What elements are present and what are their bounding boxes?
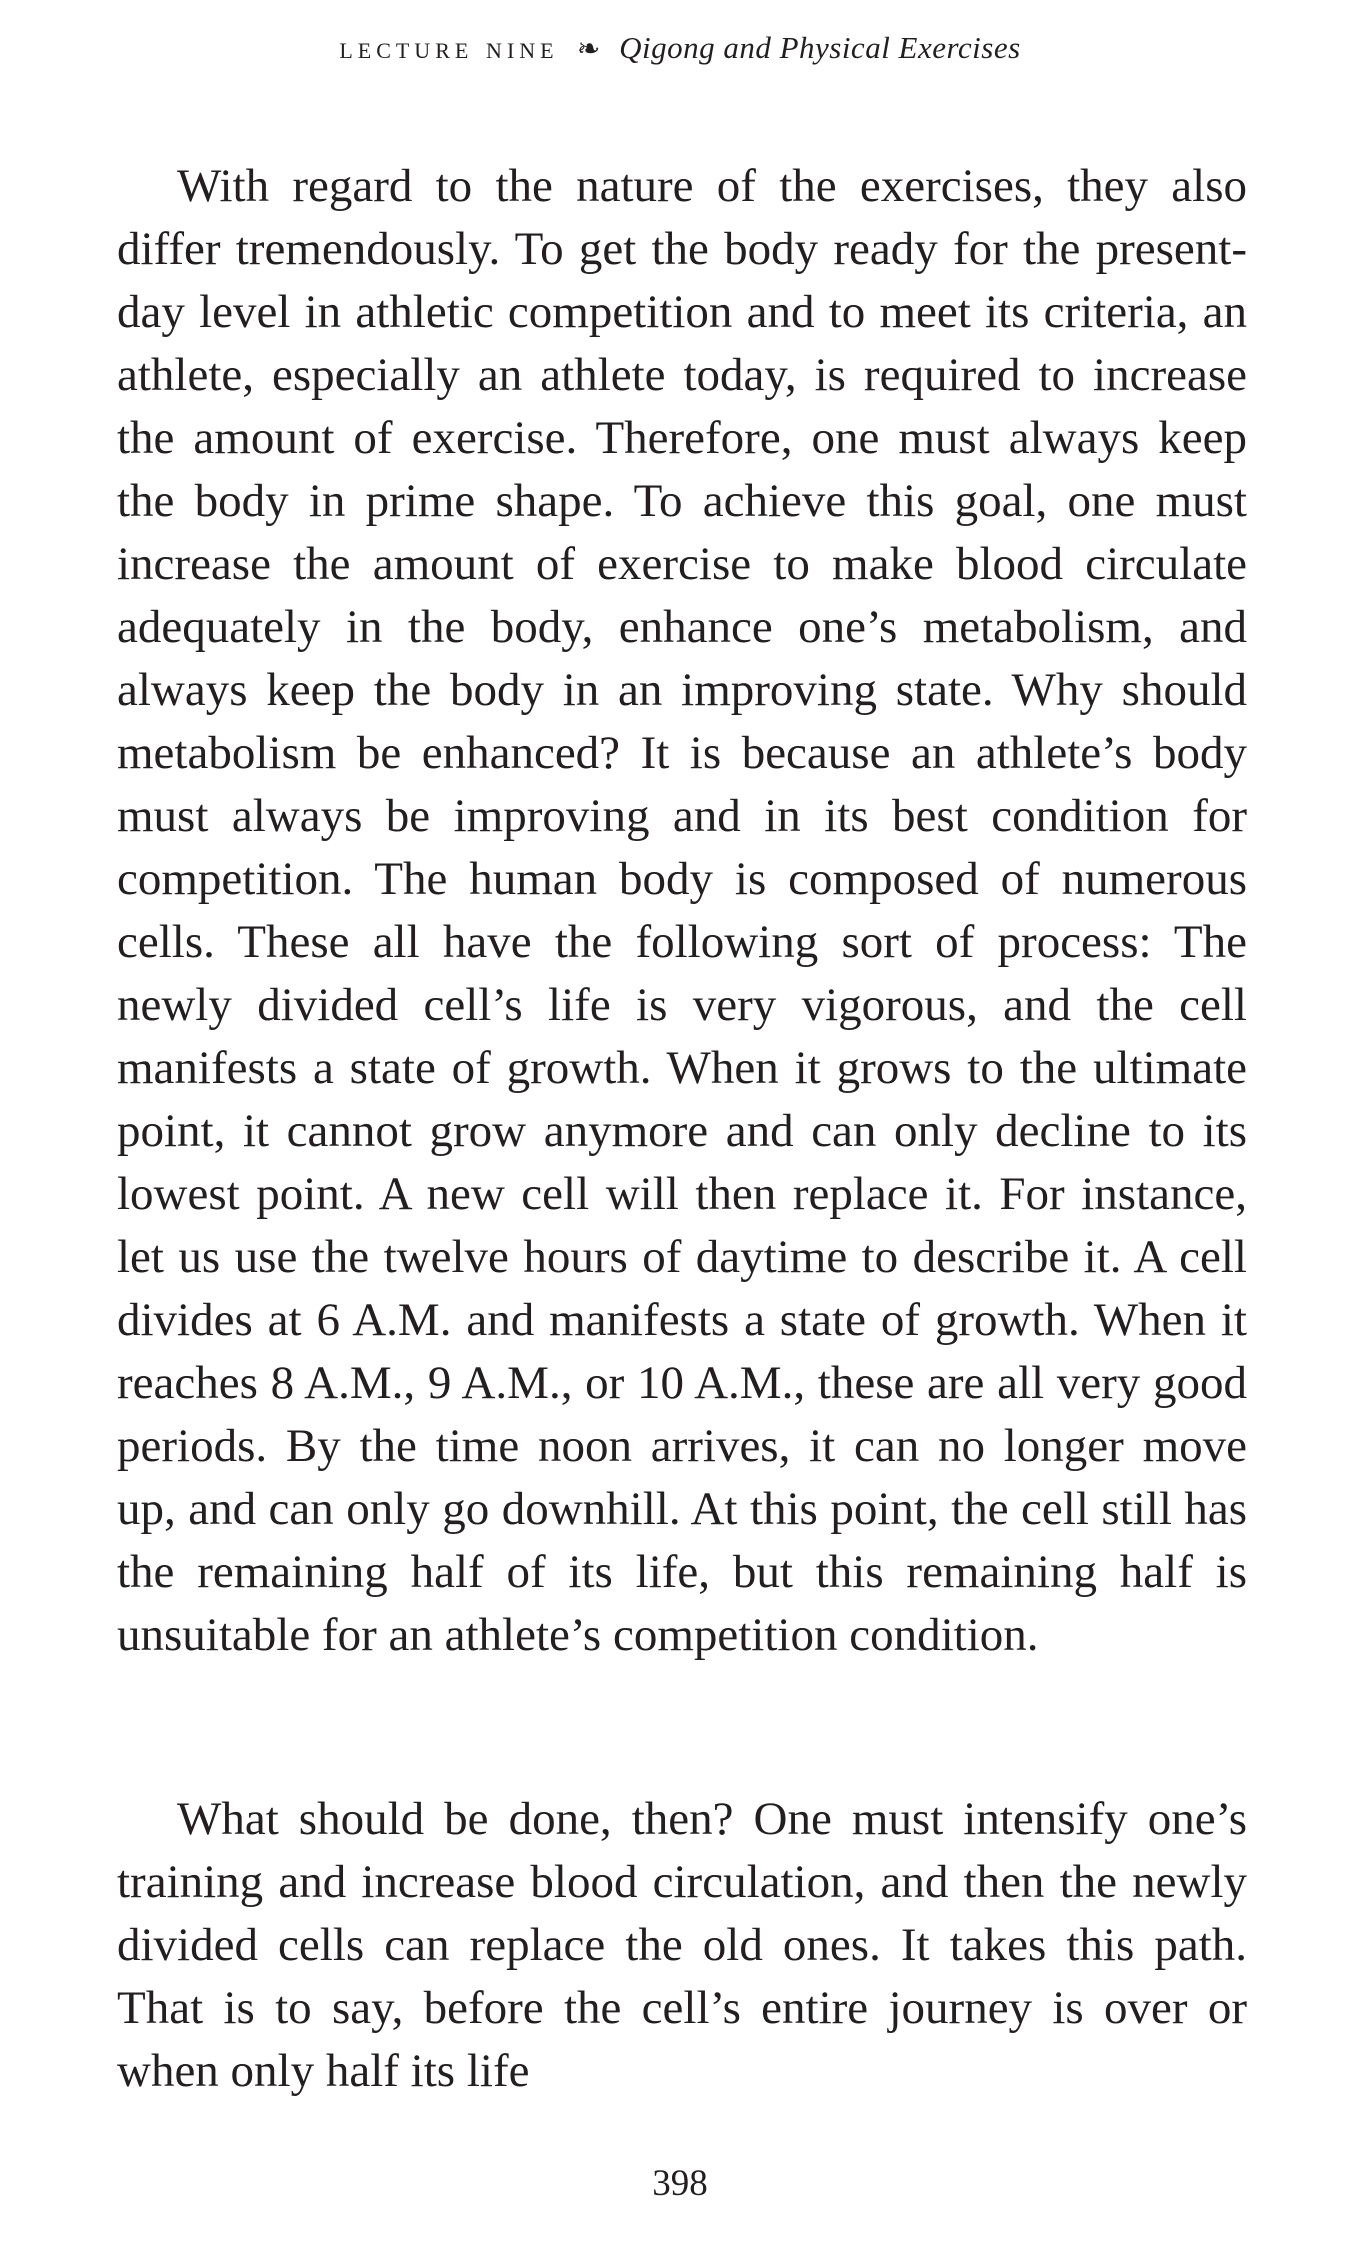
page-number: 398 — [652, 2163, 708, 2204]
lecture-label: lecture nine — [339, 30, 559, 65]
running-header — [0, 28, 1360, 70]
body-paragraph: With regard to the nature of the exercises, they also differ tremendously. To get the body ready for the present-day level in athletic competition and to meet its criteria, an athlete, especially an athlete today, is required to increase the amount of exercise. Therefore, one must always keep the body in prime shape. To achieve this goal, one must increase the amount of exercise to make blood circulate adequately in the body, enhance one’s metabolism, and always keep the body in an improving state. Why should metabolism be enhanced? It is because an athlete’s body must always be improving and in its best condition for competition. The human body is composed of numerous cells. These all have the following sort of process: The newly divided cell’s life is very vigorous, and the cell manifests a state of growth. When it grows to the ultimate point, it cannot grow anymore and can only decline to its lowest point. A new cell will then replace it. For instance, let us use the twelve hours of daytime to describe it. A cell divides at 6 A.M. and manifests a state of growth. When it reaches 8 A.M., 9 A.M., or 10 A.M., these are all very good periods. By the time noon arrives, it can no longer move up, and can only go downhill. At this point, the cell still has the remaining half of its life, but this remaining half is unsuitable for an athlete’s competition condition. — [117, 160, 1247, 1661]
body-paragraph: What should be done, then? One must intensify one’s training and increase blood circulation, and then the newly divided cells can replace the old ones. It takes this path. That is to say, before the cell’s entire journey is over or when only half its life — [117, 1793, 1247, 2097]
chapter-title: Qigong and Physical Exercises — [619, 30, 1021, 65]
leaf-ornament-icon: ❧ — [576, 34, 601, 65]
